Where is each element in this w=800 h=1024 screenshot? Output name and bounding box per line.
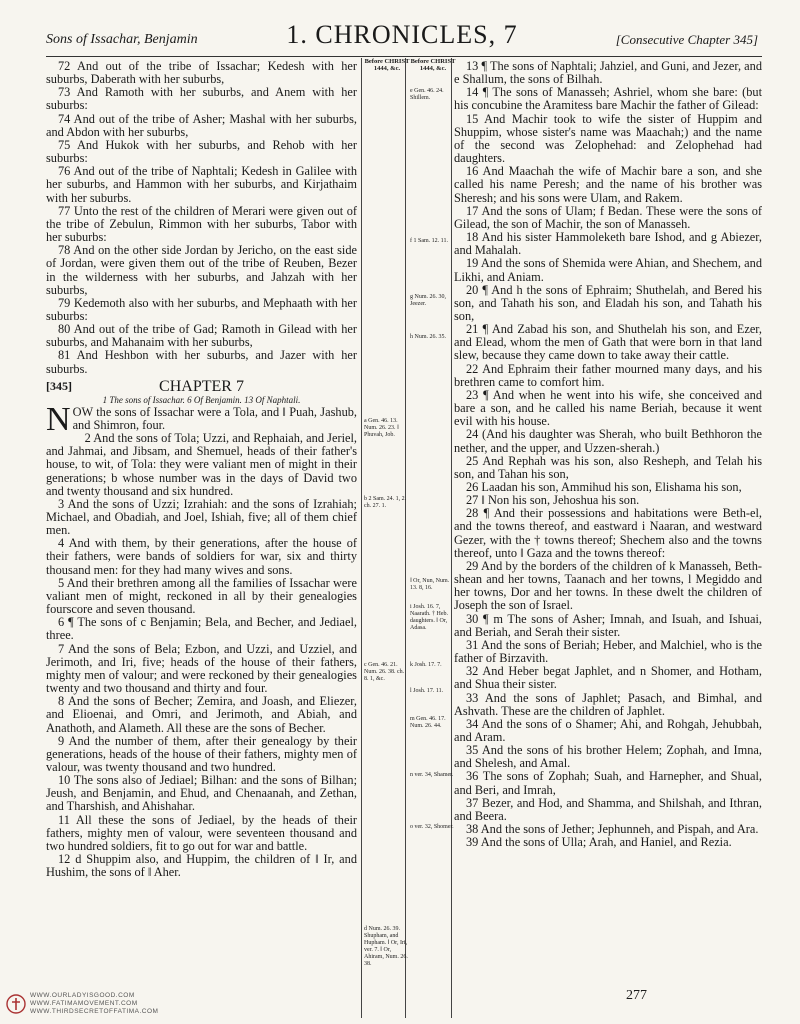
margin-note: o ver. 32, Shomer.: [410, 824, 454, 830]
verse-paragraph: 38 And the sons of Jether; Jephunneh, and Pispah, and Ara.: [466, 822, 759, 837]
header-right: [Consecutive Chapter 345]: [615, 32, 758, 47]
verse-paragraph: 21 ¶ And Zabad his son, and Shuthelah his son, and Ezer, and Elead, whom the men of Gath that were born in that land slew, because they came down to take away their cattle.: [454, 322, 762, 363]
verse-paragraph: 11 All these the sons of Jediael, by the heads of their fathers, mighty men of valour, were seventeen thousand and two hundred soldiers, fit to go out for war and battle.: [46, 812, 357, 853]
verse-paragraph: 4 And with them, by their generations, after the house of their fathers, were bands of soldiers for war, six and thirty thousand men: for they had many wives and sons.: [46, 536, 357, 577]
margin-note: i Josh. 16. 7, Naarath. † Heb. daughters. ‖ Or, Adasa.: [410, 604, 448, 631]
footer-url-1[interactable]: WWW.OURLADYISGOOD.COM: [30, 992, 135, 999]
margin-note: c Gen. 46. 21. Num. 26. 38. ch. 8. 1, &c.: [364, 662, 405, 682]
verse-paragraph: 79 Kedemoth also with her suburbs, and Mephaath with her suburbs:: [46, 295, 357, 323]
verse-paragraph: 36 The sons of Zophah; Suah, and Harnepher, and Shual, and Beri, and Imrah,: [454, 769, 762, 797]
margin-notes-left: [364, 58, 410, 967]
verse-paragraph: 24 (And his daughter was Sherah, who built Bethhoron the nether, and the upper, and Uzzen-sherah.): [454, 427, 762, 455]
header-title: 1. CHRONICLES, 7: [286, 20, 518, 49]
page-header: [46, 6, 758, 49]
chapter-marker: [345]: [46, 378, 72, 393]
margin-notes-right: [410, 58, 456, 830]
verse-paragraph: 6 ¶ The sons of c Benjamin; Bela, and Becher, and Jediael, three.: [46, 615, 357, 643]
verse-paragraph: 80 And out of the tribe of Gad; Ramoth in Gilead with her suburbs, and Mahanaim with her suburbs,: [46, 322, 357, 350]
header-rule: [46, 56, 762, 57]
verse-paragraph: 7 And the sons of Bela; Ezbon, and Uzzi, and Uzziel, and Jerimoth, and Iri, five; heads of the house of their fathers, mighty men of valour; and were reckoned by their genealogies twenty and two thousand and thirty and four.: [46, 641, 357, 696]
margin-note: k Josh. 17. 7.: [410, 662, 442, 668]
margin-note: ‖ Or, Nun, Num. 13. 8, 16.: [410, 578, 450, 591]
margin-head-left: Before CHRIST 1444, &c.: [364, 58, 410, 72]
right-column: [454, 60, 762, 849]
verse-paragraph: 22 And Ephraim their father mourned many days, and his brethren came to comfort him.: [454, 361, 762, 389]
margin-head-right: Before CHRIST 1444, &c.: [410, 58, 456, 72]
column-divider-1: [361, 58, 362, 1018]
page-number: 277: [626, 988, 647, 1003]
seal-icon: [6, 994, 26, 1014]
footer-urls: [30, 992, 158, 1016]
verse-paragraph: 34 And the sons of o Shamer; Ahi, and Rohgah, Jehubbah, and Aram.: [454, 716, 762, 744]
chapter-summary: 1 The sons of Issachar. 6 Of Benjamin. 13 Of Naphtali.: [102, 394, 301, 405]
verse-paragraph: 73 And Ramoth with her suburbs, and Anem with her suburbs:: [46, 85, 357, 113]
verse-paragraph: 75 And Hukok with her suburbs, and Rehob with her suburbs:: [46, 137, 357, 166]
header-left: Sons of Issachar, Benjamin: [46, 32, 198, 47]
left-column: [46, 60, 357, 879]
column-divider-3: [451, 58, 452, 1018]
verse-paragraph: 8 And the sons of Becher; Zemira, and Joash, and Eliezer, and Elioenai, and Omri, and Jerimoth, and Abiah, and Anathoth, and Alameth. All these are the sons of Becher.: [46, 694, 357, 735]
verse-paragraph: 32 And Heber begat Japhlet, and n Shomer, and Hotham, and Shua their sister.: [454, 664, 762, 692]
verse-paragraph: 19 And the sons of Shemida were Ahian, and Shechem, and Likhi, and Aniam.: [454, 256, 762, 284]
margin-note: b 2 Sam. 24. 1, 2. ch. 27. 1.: [364, 496, 407, 509]
verse-paragraph: 76 And out of the tribe of Naphtali; Kedesh in Galilee with her suburbs, and Hammon with her suburbs, and Kirjathaim with her suburbs.: [46, 164, 357, 205]
verse-paragraph: 9 And the number of them, after their genealogy by their generations, heads of the house of their fathers, mighty men of valour, was twenty thousand and two hundred.: [46, 733, 357, 774]
verse-paragraph: 74 And out of the tribe of Asher; Mashal with her suburbs, and Abdon with her suburbs,: [46, 111, 357, 139]
verse-1-text: OW the sons of Issachar were a Tola, and ‖ Puah, Jashub, and Shimron, four.: [72, 404, 357, 432]
verse-paragraph: 18 And his sister Hammoleketh bare Ishod, and g Abiezer, and Mahalah.: [454, 230, 762, 258]
verse-paragraph: 12 d Shuppim also, and Huppim, the children of ‖ Ir, and Hushim, the sons of ‖ Aher.: [46, 852, 357, 880]
verse-paragraph: 33 And the sons of Japhlet; Pasach, and Bimhal, and Ashvath. These are the children of Japhlet.: [454, 690, 762, 718]
margin-note: h Num. 26. 35.: [410, 334, 446, 340]
verse-paragraph: 35 And the sons of his brother Helem; Zophah, and Imna, and Shelesh, and Amal.: [454, 743, 762, 771]
verse-paragraph: 20 ¶ And h the sons of Ephraim; Shuthelah, and Bered his son, and Tahath his son, and Eladah his son, and Tahath his son,: [454, 282, 762, 323]
verse-paragraph: 77 Unto the rest of the children of Merari were given out of the tribe of Zebulun, Rimmon with her suburbs, Tabor with her suburbs:: [46, 203, 357, 245]
margin-note: l Josh. 17. 11.: [410, 688, 444, 694]
margin-note: d Num. 26. 39. Shupham, and Hupham. ‖ Or, Iri, ver. 7. ‖ Or, Ahiram, Num. 26. 38.: [364, 926, 408, 967]
margin-note: f 1 Sam. 12. 11.: [410, 238, 448, 244]
verse-paragraph: 17 And the sons of Ulam; f Bedan. These were the sons of Gilead, the son of Machir, the son of Manasseh.: [454, 203, 762, 231]
verse-paragraph: 3 And the sons of Uzzi; Izrahiah: and the sons of Izrahiah; Michael, and Obadiah, and Joel, Ishiah, five; all of them chief men.: [46, 496, 357, 538]
verse-paragraph: 23 ¶ And when he went into his wife, she conceived and bare a son, and he called his name Beriah, because it went evil with his house.: [454, 387, 762, 429]
chapter-title: CHAPTER 7: [159, 377, 244, 395]
verse-paragraph: 16 And Maachah the wife of Machir bare a son, and she called his name Peresh; and the name of his brother was Sheresh; and his sons were Ulam, and Rakem.: [454, 164, 762, 205]
verse-paragraph: 25 And Rephah was his son, also Resheph, and Telah his son, and Tahan his son,: [454, 453, 762, 481]
verse-paragraph: 37 Bezer, and Hod, and Shamma, and Shilshah, and Ithran, and Beera.: [454, 795, 762, 823]
verse-paragraph: 39 And the sons of Ulla; Arah, and Haniel, and Rezia.: [466, 835, 732, 850]
verse-paragraph: 78 And on the other side Jordan by Jericho, on the east side of Jordan, were given them out of the tribe of Reuben, Bezer in the wilderness with her suburbs, and Jahzah with her suburbs,: [46, 243, 357, 297]
margin-note: e Gen. 46. 24. Shillem.: [410, 88, 444, 101]
verse-paragraph: 10 The sons also of Jediael; Bilhan: and the sons of Bilhan; Jeush, and Benjamin, and Ehud, and Chenaanah, and Zethan, and Tharshish, and Ahishahar.: [46, 773, 357, 814]
verse-paragraph: 5 And their brethren among all the families of Issachar were valiant men of might, reckoned in all by their genealogies fourscore and seven thousand.: [46, 575, 357, 617]
verse-paragraph: 2 And the sons of Tola; Uzzi, and Rephaiah, and Jeriel, and Jahmai, and Jibsam, and Shemuel, heads of their father's house, to wit, of Tola: they were valiant men of might in their generations; b whose number was in the days of David two and twenty thousand and six hundred.: [46, 431, 357, 498]
chapter-heading: [46, 378, 357, 395]
verse-paragraph: 28 ¶ And their possessions and habitations were Beth-el, and the towns thereof, and eastward i Naaran, and westward Gezer, with the † towns thereof; Shechem also and the towns thereof, unto ‖ Gaza and the towns thereof:: [454, 506, 762, 560]
footer-url-2[interactable]: WWW.FATIMAMOVEMENT.COM: [30, 1000, 138, 1007]
verse-paragraph: 31 And the sons of Beriah; Heber, and Malchiel, who is the father of Birzavith.: [454, 637, 762, 666]
margin-note: g Num. 26. 30, Jeezer.: [410, 294, 446, 307]
verse-paragraph: 30 ¶ m The sons of Asher; Imnah, and Isuah, and Ishuai, and Beriah, and Serah their sister.: [454, 611, 762, 639]
verse-paragraph: 26 Laadan his son, Ammihud his son, Elishama his son,: [466, 480, 742, 494]
footer-url-3[interactable]: WWW.THIRDSECRETOFFATIMA.COM: [30, 1008, 159, 1015]
margin-note: m Gen. 46. 17. Num. 26. 44.: [410, 716, 446, 729]
verse-paragraph: 27 ‖ Non his son, Jehoshua his son.: [466, 493, 640, 508]
verse-paragraph: 72 And out of the tribe of Issachar; Kedesh with her suburbs, Daberath with her suburbs,: [46, 59, 357, 87]
verse-paragraph: 29 And by the borders of the children of k Manasseh, Beth-shean and her towns, Taanach and her towns, l Megiddo and her towns, Dor and her towns. In these dwelt the children of Joseph the son of Israel.: [454, 558, 762, 613]
dropcap: N: [46, 400, 71, 438]
column-divider-2: [405, 58, 406, 1018]
verse-paragraph: 13 ¶ The sons of Naphtali; Jahziel, and Guni, and Jezer, and e Shallum, the sons of Bilhah.: [454, 59, 762, 87]
verse-paragraph: 15 And Machir took to wife the sister of Huppim and Shuppim, whose sister's name was Maachah;) and the name of the second was Zelophehad: and Zelophehad had daughters.: [454, 111, 762, 166]
margin-note: a Gen. 46. 13. Num. 26. 23. ‖ Phuvah, Job.: [364, 418, 399, 438]
margin-note: n ver. 34, Shamer.: [410, 772, 454, 778]
verse-paragraph: 81 And Heshbon with her suburbs, and Jazer with her suburbs.: [46, 348, 357, 376]
verse-1: [46, 400, 357, 438]
verse-paragraph: 14 ¶ The sons of Manasseh; Ashriel, whom she bare: (but his concubine the Aramitess bare Machir the father of Gilead:: [454, 85, 762, 113]
